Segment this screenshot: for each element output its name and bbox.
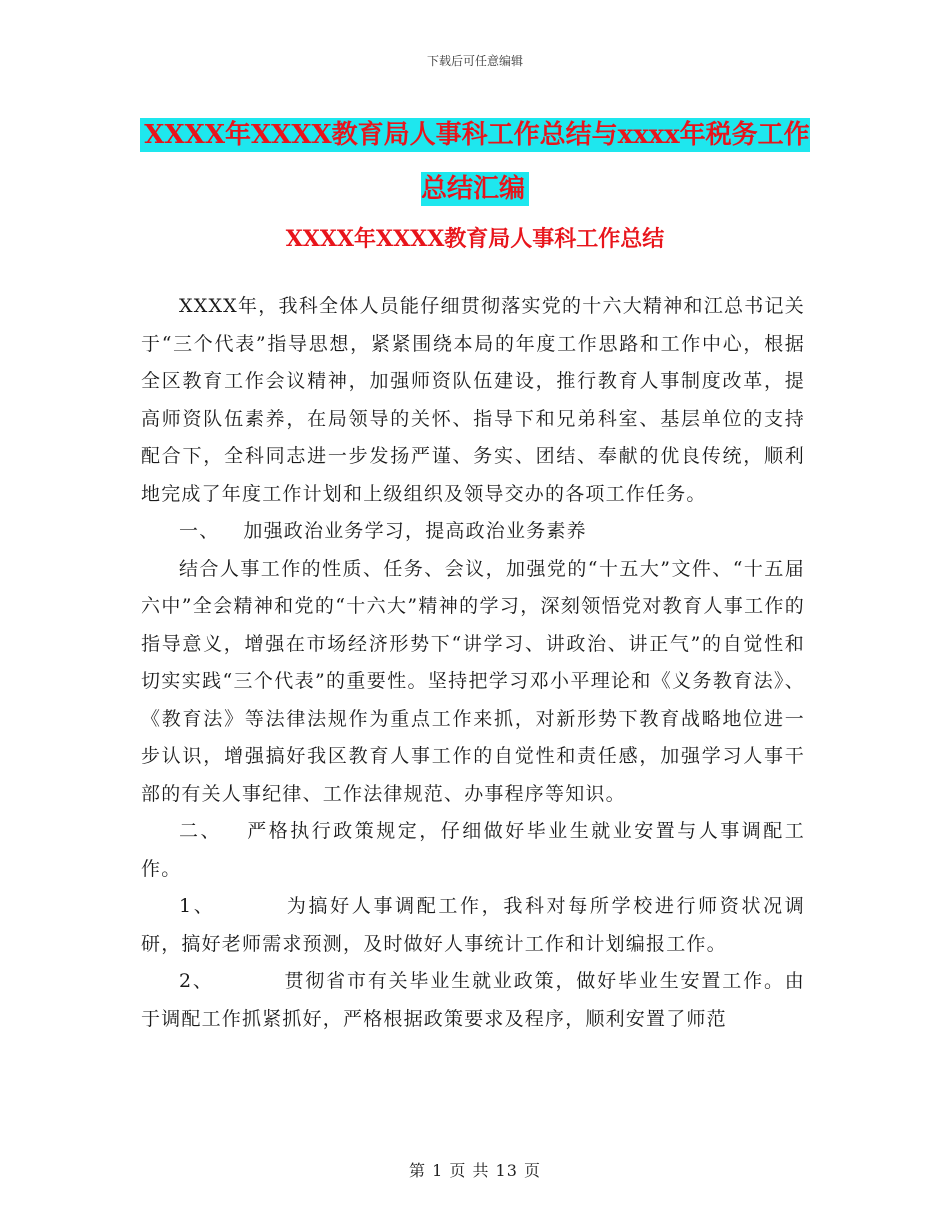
- page-number-footer: 第 1 页 共 13 页: [409, 1161, 541, 1180]
- paragraph-study: 结合人事工作的性质、任务、会议，加强党的“十五大”文件、“十五届六中”全会精神和党的“十六大”精神的学习，深刻领悟党对教育人事工作的指导意义，增强在市场经济形势下“讲学习、讲政治、讲正气”的自觉性和切实实践“三个代表”的重要性。坚持把学习邓小平理论和《义务教育法》、《教育法》等法律法规作为重点工作来抓，对新形势下教育战略地位进一步认识，增强搞好我区教育人事工作的自觉性和责任感，加强学习人事干部的有关人事纪律、工作法律规范、办事程序等知识。: [141, 557, 805, 805]
- list-item-1: [141, 888, 805, 963]
- heading-2: [141, 813, 805, 888]
- document-body: [141, 288, 805, 1038]
- list-item-1-text: 为搞好人事调配工作，我科对每所学校进行师资状况调研，搞好老师需求预测，及时做好人事统计工作和计划编报工作。: [141, 895, 805, 955]
- list-item-2: [141, 963, 805, 1038]
- section-title: XXXX年XXXX教育局人事科工作总结: [285, 226, 665, 252]
- heading-1: [141, 513, 805, 551]
- heading-1-number: 一、: [179, 520, 220, 542]
- list-item-1-number: 1、: [179, 895, 216, 917]
- heading-1-text: 加强政治业务学习，提高政治业务素养: [243, 520, 587, 542]
- list-item-2-number: 2、: [179, 970, 214, 992]
- document-title-text: XXXX年XXXX教育局人事科工作总结与xxxx年税务工作总结汇编: [140, 118, 809, 206]
- heading-2-text: 严格执行政策规定，仔细做好毕业生就业安置与人事调配工作。: [141, 820, 805, 880]
- list-item-2-text: 贯彻省市有关毕业生就业政策，做好毕业生安置工作。由于调配工作抓紧抓好，严格根据政策要求及程序，顺利安置了师范: [141, 970, 805, 1030]
- header-note: 下载后可任意编辑: [426, 54, 523, 68]
- document-title: [140, 108, 810, 216]
- heading-2-number: 二、: [179, 820, 222, 842]
- paragraph-intro: XXXX年，我科全体人员能仔细贯彻落实党的十六大精神和江总书记关于“三个代表”指导思想，紧紧围绕本局的年度工作思路和工作中心，根据全区教育工作会议精神，加强师资队伍建设，推行教育人事制度改革，提高师资队伍素养，在局领导的关怀、指导下和兄弟科室、基层单位的支持配合下，全科同志进一步发扬严谨、务实、团结、奉献的优良传统，顺利地完成了年度工作计划和上级组织及领导交办的各项工作任务。: [141, 295, 805, 505]
